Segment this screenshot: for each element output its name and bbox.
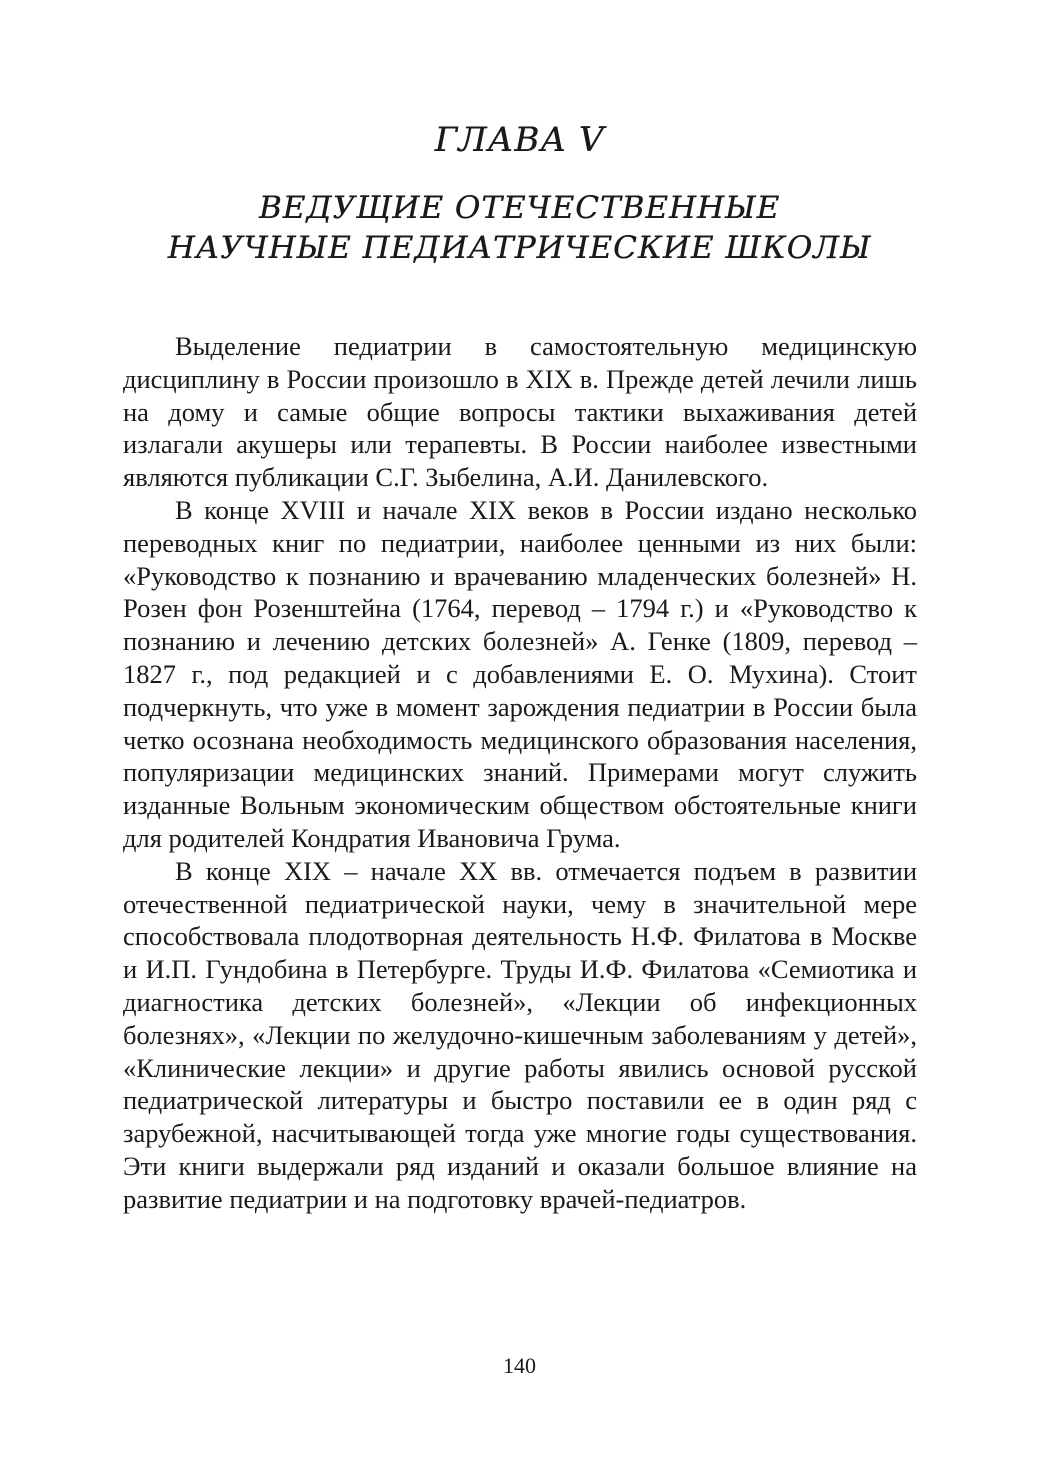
chapter-title-line-1: ВЕДУЩИЕ ОТЕЧЕСТВЕННЫЕ	[258, 190, 781, 226]
body-text	[123, 330, 917, 1216]
chapter-title	[0, 188, 1039, 268]
page-number: 140	[503, 1353, 536, 1378]
paragraph-3: В конце XIX – начале XX вв. отмечается подъем в развитии отечественной педиатрической науки, чему в значительной мере способствовала плодотворная деятельность Н.Ф. Филатова в Москве и И.П. Гундобина в Петербурге. Труды И.Ф. Филатова «Семиотика и диагностика детских болезней», «Лекции об инфекционных болезнях», «Лекции по желудочно-кишечным заболеваниям у детей», «Клинические лекции» и другие работы явились основой русской педиатрической литературы и быстро поставили ее в один ряд с зарубежной, насчитывающей тогда уже многие годы существования. Эти книги выдержали ряд изданий и оказали большое влияние на развитие педиатрии и на подготовку врачей-педиатров.	[123, 855, 917, 1214]
paragraph-1: Выделение педиатрии в самостоятельную медицинскую дисциплину в России произошло в XIX в. Прежде детей лечили лишь на дому и самые общие вопросы тактики выхаживания детей излагали акушеры или терапевты. В России наиболее известными являются публикации С.Г. Зыбелина, А.И. Данилевского.	[123, 331, 917, 493]
paragraph-2: В конце XVIII и начале XIX веков в России издано несколько переводных книг по педиатрии, наиболее ценными из них были: «Руководство к познанию и врачеванию младенческих болезней» Н. Розен фон Розенштейна (1764, перевод – 1794 г.) и «Руководство к познанию и лечению детских болезней» А. Генке (1809, перевод – 1827 г., под редакцией и с добавлениями Е. О. Мухина). Стоит подчеркнуть, что уже в момент зарождения педиатрии в России была четко осознана необходимость медицинского образования населения, популяризации медицинских знаний. Примерами могут служить изданные Вольным экономическим обществом обстоятельные книги для родителей Кондратия Ивановича Грума.	[123, 494, 917, 853]
chapter-title-line-2: НАУЧНЫЕ ПЕДИАТРИЧЕСКИЕ ШКОЛЫ	[167, 230, 872, 266]
chapter-label: ГЛАВА V	[434, 120, 605, 160]
